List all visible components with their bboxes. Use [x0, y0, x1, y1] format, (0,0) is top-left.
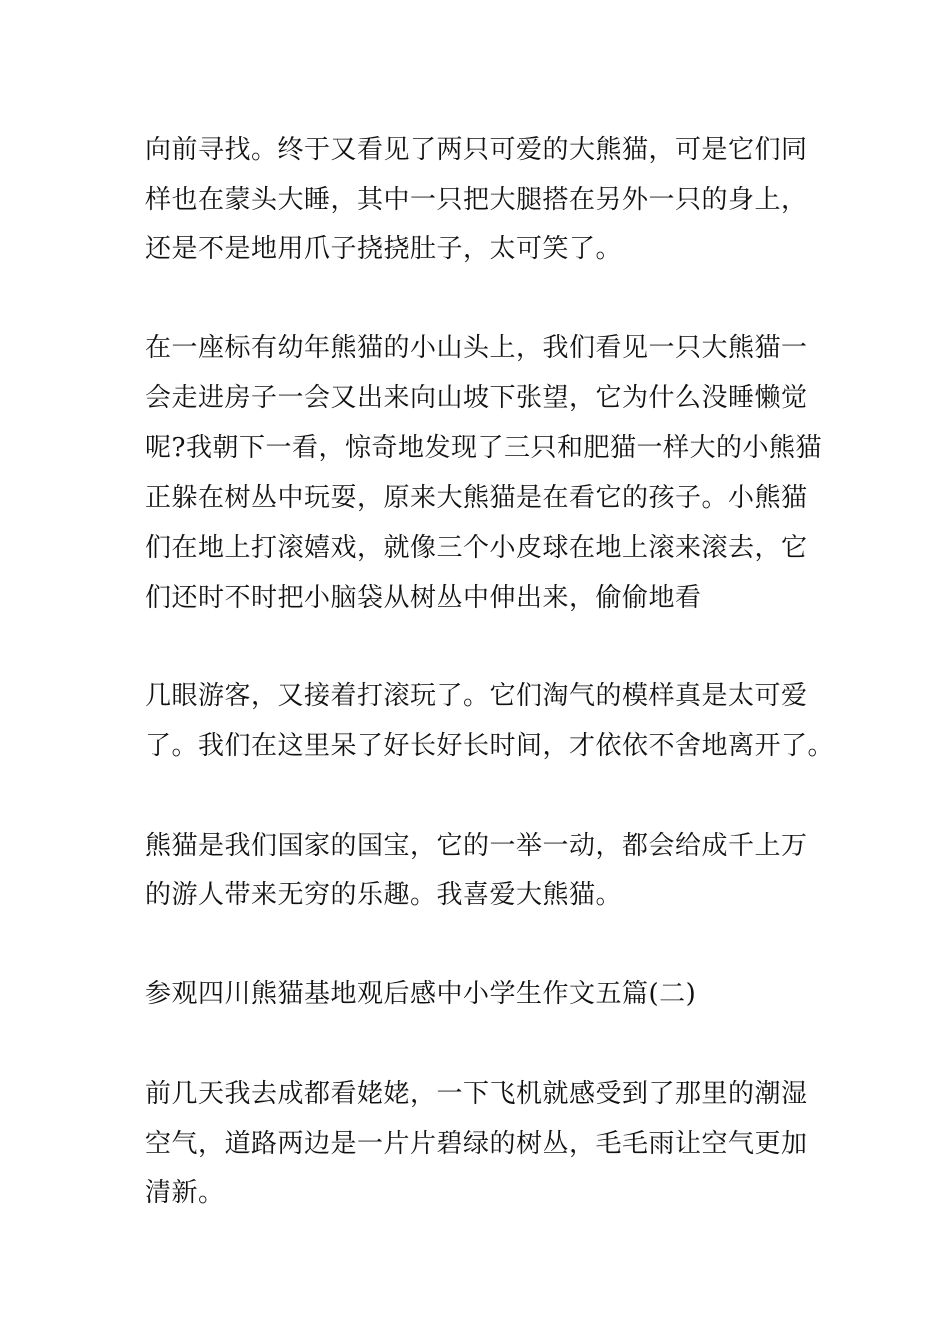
text-line: 正躲在树丛中玩耍，原来大熊猫是在看它的孩子。小熊猫 [145, 483, 808, 513]
text-line: 会走进房子一会又出来向山坡下张望，它为什么没睡懒觉 [145, 383, 808, 413]
text-line: 向前寻找。终于又看见了两只可爱的大熊猫，可是它们同 [145, 135, 808, 165]
text-line: 空气，道路两边是一片片碧绿的树丛，毛毛雨让空气更加 [145, 1129, 808, 1159]
text-line: 呢?我朝下一看，惊奇地发现了三只和肥猫一样大的小熊猫 [145, 433, 822, 463]
text-line: 清新。 [145, 1178, 225, 1208]
section-heading: 参观四川熊猫基地观后感中小学生作文五篇(二) [145, 979, 697, 1009]
text-line: 在一座标有幼年熊猫的小山头上，我们看见一只大熊猫一 [145, 333, 808, 363]
text-line: 样也在蒙头大睡，其中一只把大腿搭在另外一只的身上， [145, 185, 808, 215]
text-line: 前几天我去成都看姥姥，一下飞机就感受到了那里的潮湿 [145, 1079, 808, 1109]
text-line: 熊猫是我们国家的国宝，它的一举一动，都会给成千上万 [145, 831, 808, 861]
text-line: 还是不是地用爪子挠挠肚子，太可笑了。 [145, 234, 623, 264]
text-line: 们在地上打滚嬉戏，就像三个小皮球在地上滚来滚去，它 [145, 533, 808, 563]
text-line: 了。我们在这里呆了好长好长时间，才依依不舍地离开了。 [145, 731, 835, 761]
text-line: 几眼游客，又接着打滚玩了。它们淘气的模样真是太可爱 [145, 681, 808, 711]
text-line: 们还时不时把小脑袋从树丛中伸出来，偷偷地看 [145, 583, 702, 613]
text-line: 的游人带来无穷的乐趣。我喜爱大熊猫。 [145, 880, 623, 910]
